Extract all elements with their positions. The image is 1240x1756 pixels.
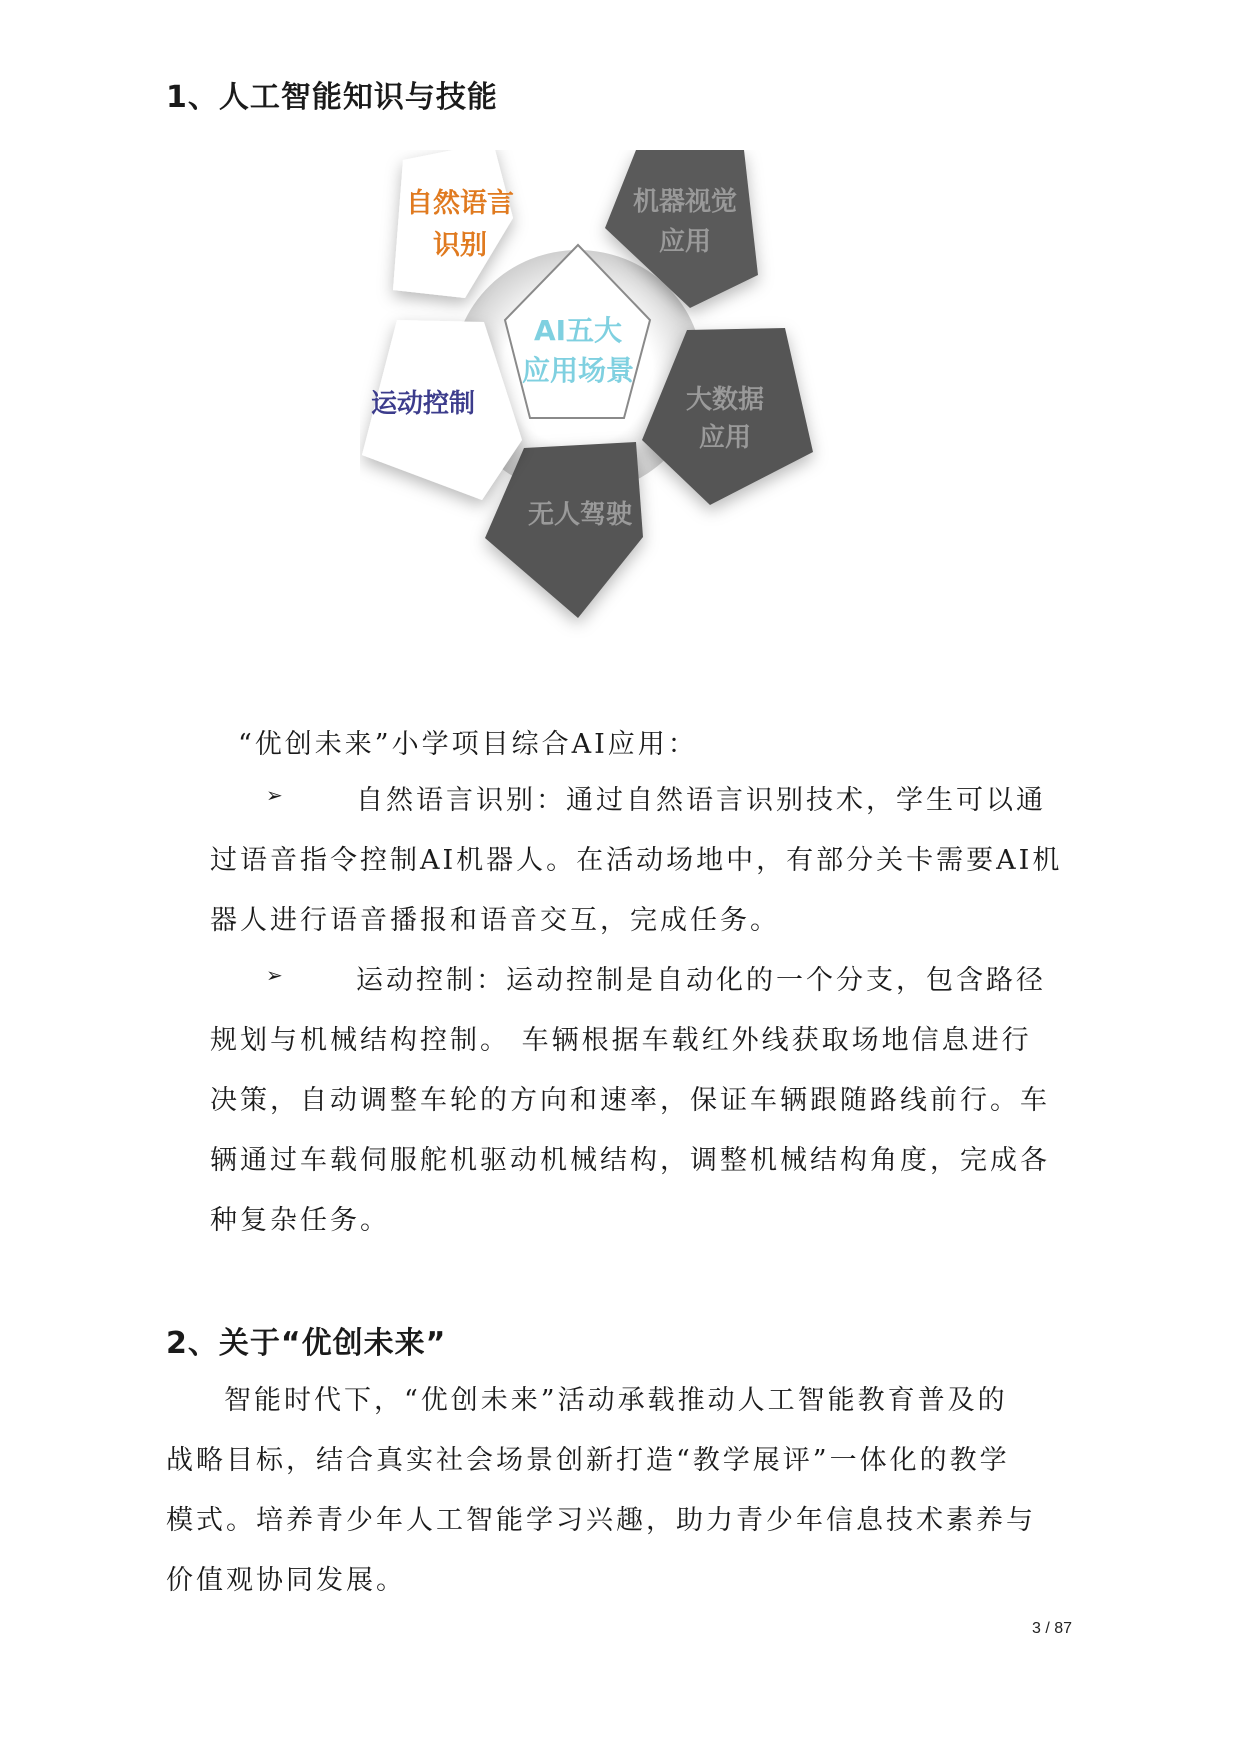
section1-heading: 1、人工智能知识与技能 bbox=[166, 80, 498, 115]
item2-line2: 规划与机械结构控制。 车辆根据车载红外线获取场地信息进行 bbox=[210, 1025, 1032, 1056]
page-number: 3 / 87 bbox=[1032, 1620, 1073, 1637]
ai-five-scenarios-diagram bbox=[360, 150, 920, 690]
item2-line5: 种复杂任务。 bbox=[210, 1205, 390, 1236]
item1-line1: 自然语言识别：通过自然语言识别技术，学生可以通 bbox=[356, 785, 1046, 816]
petal-natural-language-line2: 识别 bbox=[433, 230, 487, 261]
petal-big-data-line1: 大数据 bbox=[685, 385, 765, 415]
item2-line4: 辆通过车载伺服舵机驱动机械结构，调整机械结构角度，完成各 bbox=[210, 1145, 1050, 1176]
petal-big-data-line2: 应用 bbox=[698, 423, 752, 453]
petal-natural-language-line1: 自然语言 bbox=[406, 188, 514, 219]
petal-autonomous-driving-label: 无人驾驶 bbox=[527, 500, 633, 530]
petal-machine-vision-line1: 机器视觉 bbox=[632, 187, 738, 217]
petal-natural-language bbox=[393, 150, 513, 298]
center-title-line2: 应用场景 bbox=[521, 354, 635, 387]
petal-motion-control-label: 运动控制 bbox=[370, 389, 476, 419]
section2-line4: 价值观协同发展。 bbox=[166, 1565, 406, 1596]
section2-line1: 智能时代下，“优创未来”活动承载推动人工智能教育普及的 bbox=[224, 1385, 1008, 1416]
item1-line3: 器人进行语音播报和语音交互，完成任务。 bbox=[210, 905, 780, 936]
item2-line3: 决策，自动调整车轮的方向和速率，保证车辆跟随路线前行。车 bbox=[210, 1085, 1050, 1116]
section2-heading: 2、关于“优创未来” bbox=[166, 1326, 447, 1361]
section2-line3: 模式。培养青少年人工智能学习兴趣，助力青少年信息技术素养与 bbox=[166, 1505, 1036, 1536]
item1-line2: 过语音指令控制AI机器人。在活动场地中，有部分关卡需要AI机 bbox=[210, 845, 1063, 876]
petal-machine-vision-line2: 应用 bbox=[658, 227, 712, 257]
bullet-icon: ➢ bbox=[266, 783, 283, 807]
item2-line1: 运动控制：运动控制是自动化的一个分支，包含路径 bbox=[356, 965, 1046, 996]
bullet-icon: ➢ bbox=[266, 963, 283, 987]
section2-line2: 战略目标，结合真实社会场景创新打造“教学展评”一体化的教学 bbox=[166, 1445, 1010, 1476]
intro-text: “优创未来”小学项目综合AI应用： bbox=[238, 729, 698, 760]
center-title-line1: AI五大 bbox=[533, 314, 623, 347]
